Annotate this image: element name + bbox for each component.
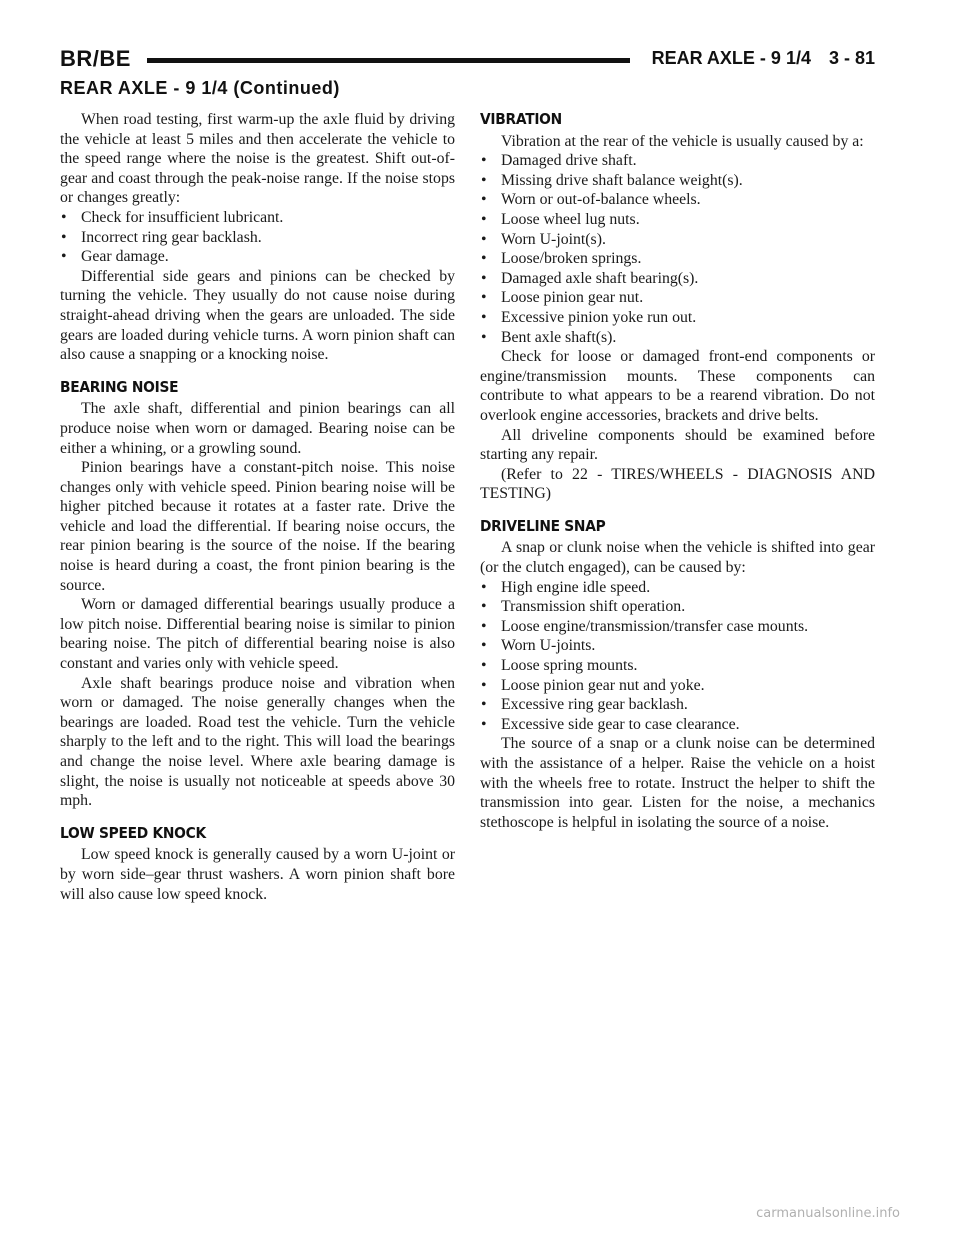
paragraph: All driveline components should be examined before starting any repair. [480,426,875,464]
list-item: • Loose pinion gear nut. [481,289,644,307]
bullet-icon: • [481,289,487,307]
bullet-icon: • [481,598,487,616]
bullet-icon: • [61,248,67,266]
bullet-icon: • [481,657,487,675]
bullet-icon: • [481,230,487,248]
paragraph: The axle shaft, differential and pinion bearings can all produce noise when worn or damaged. Bearing noise can be either a whining, or a growling sound. [60,400,455,457]
list-item: • Gear damage. [61,248,169,266]
model-code: BR/BE [60,46,131,71]
list-item: • Check for insufficient lubricant. [61,208,284,226]
bearing-noise-heading: BEARING NOISE [60,377,179,396]
list-item: • Damaged axle shaft bearing(s). [481,269,699,287]
paragraph: Vibration at the rear of the vehicle is usually caused by a: [501,132,864,150]
bullet-icon: • [481,191,487,209]
bullet-icon: • [61,228,67,246]
bullet-icon: • [481,152,487,170]
road-test-list [60,208,455,267]
driveline-snap-heading: DRIVELINE SNAP [480,516,606,535]
bullet-icon: • [481,676,487,694]
list-item: • Loose engine/transmission/transfer case mounts. [481,617,809,635]
bullet-icon: • [481,617,487,635]
bullet-icon: • [481,328,487,346]
list-item: • Excessive side gear to case clearance. [481,715,740,733]
bullet-icon: • [481,171,487,189]
list-item: • Excessive pinion yoke run out. [481,308,697,326]
header-rule [147,58,630,63]
running-header [60,44,875,74]
list-item: • Missing drive shaft balance weight(s). [481,171,743,189]
bullet-icon: • [481,308,487,326]
page-number: 3 - 81 [828,48,875,68]
list-item: • Worn U-joints. [481,637,596,655]
bullet-icon: • [481,715,487,733]
list-item: • Excessive ring gear backlash. [481,696,688,714]
paragraph: The source of a snap or a clunk noise can be determined with the assistance of a helper. Raise the vehicle on a hoist with the wheels free to rotate. Instruct the helper to shift the transmission into gear. Listen for the noise, a mechanics stethoscope is helpful in isolating the source of a noise. [480,735,875,831]
right-column [480,110,875,832]
list-item: • Incorrect ring gear backlash. [61,228,262,246]
list-item: • Loose/broken springs. [481,250,642,268]
bullet-icon: • [481,210,487,228]
bullet-icon: • [481,696,487,714]
list-item: • Worn or out-of-balance wheels. [481,191,701,209]
continued-title: REAR AXLE - 9 1/4 (Continued) [60,78,340,98]
bullet-icon: • [481,269,487,287]
paragraph: Worn or damaged differential bearings usually produce a low pitch noise. Differential bearing noise is similar to pinion bearing noise. The pitch of differential bearing noise is also constant and varies only with vehicle speed. [60,596,455,673]
bullet-icon: • [481,250,487,268]
list-item: • High engine idle speed. [481,578,651,596]
bullet-icon: • [481,637,487,655]
list-item: • Loose wheel lug nuts. [481,210,640,228]
paragraph: A snap or clunk noise when the vehicle is shifted into gear (or the clutch engaged), can be caused by: [480,539,875,577]
snap-list [480,578,875,735]
list-item: • Transmission shift operation. [481,598,686,616]
low-speed-knock-heading: LOW SPEED KNOCK [60,823,206,842]
road-test-paragraph: When road testing, first warm-up the axle fluid by driving the vehicle at least 5 miles and then accelerate the vehicle to the speed range where the noise is the greatest. Shift out-of-gear and coast through the peak-noise range. If the noise stops or changes greatly: [60,111,455,207]
paragraph: Axle shaft bearings produce noise and vibration when worn or damaged. The noise generally changes when the bearings are loaded. Road test the vehicle. Turn the vehicle sharply to the left and to the right. This will load the bearings and change the noise level. Where axle bearing damage is slight, the noise is usually not noticeable at speeds above 30 mph. [60,674,455,810]
differential-paragraph: Differential side gears and pinions can be checked by turning the vehicle. They usually do not cause noise during straight-ahead driving when the gears are unloaded. The side gears are loaded during vehicle turns. A worn pinion shaft can also cause a snapping or a knocking noise. [60,267,455,364]
list-item: • Damaged drive shaft. [481,152,637,170]
list-item: • Loose spring mounts. [481,657,638,675]
list-item: • Worn U-joint(s). [481,230,606,248]
bullet-icon: • [61,208,67,226]
bullet-icon: • [481,578,487,596]
reference-paragraph: (Refer to 22 - TIRES/WHEELS - DIAGNOSIS AND TESTING) [480,465,875,503]
vibration-list [480,151,875,347]
watermark: carmanualsonline.info [756,1206,900,1221]
list-item: • Loose pinion gear nut and yoke. [481,676,705,694]
vibration-heading: VIBRATION [480,110,562,128]
section-title: REAR AXLE - 9 1/4 [651,48,811,68]
section-ref [652,48,875,69]
left-column [60,110,455,904]
list-item: • Bent axle shaft(s). [481,328,617,346]
paragraph: Low speed knock is generally caused by a worn U-joint or by worn side–gear thrust washers. A worn pinion shaft bore will also cause low speed knock. [60,846,455,903]
paragraph: Check for loose or damaged front-end components or engine/transmission mounts. These components can contribute to what appears to be a rearend vibration. Do not overlook engine accessories, brackets and drive belts. [480,348,875,424]
paragraph: Pinion bearings have a constant-pitch noise. This noise changes only with vehicle speed. Pinion bearing noise will be higher pitched because it rotates at a faster rate. Drive the vehicle and load the differential. If bearing noise occurs, the rear pinion bearing is the source of the noise. If the bearing noise is heard during a coast, the front pinion bearing is the source. [60,459,455,594]
